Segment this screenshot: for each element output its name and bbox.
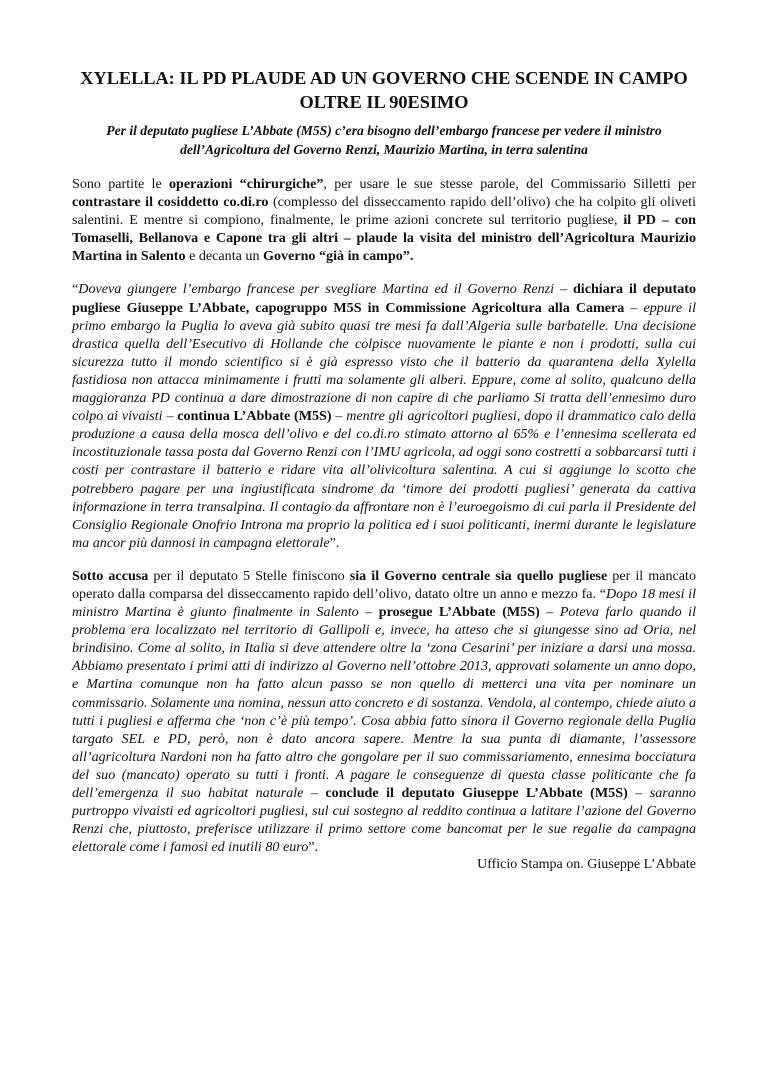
text-run: operazioni “chirurgiche”: [168, 176, 324, 192]
text-run: per il mancato operato dalla comparsa del disseccamento rapido dell’olivo, datato oltre un anno e mezzo fa. “: [72, 567, 697, 602]
text-run: Sono partite le: [72, 176, 169, 192]
text-run: dichiara il deputato pugliese Giuseppe L’Abbate, capogruppo M5S in Commissione Agricoltura alla Camera: [72, 281, 696, 316]
text-run: – mentre gli agricoltori pugliesi, dopo il drammatico calo della produzione a causa della mosca dell’olivo e del co.di.ro stimato attorno al 65% e l’ennesima scellerata ed incostituzionale tassa posta dal Governo Renzi con l’IMU agricola, ad oggi sono costretti a sobbarcarsi tutti i costi per contrastare il batterio e ridare vita all’olivicoltura salentina. A cui si aggiunge lo scotto che potrebbero pagare per una ingiustificata sindrome da ‘timore dei prodotti pugliesi’ generata da cattiva informazione in terra transalpina. Il contagio da affrontare non è l’euroegoismo di cui parla il Presidente del Consiglio Regionale Onofrio Introna ma proprio la politica ed i suoi politicanti, inermi durante le legislature ma ancor più dannosi in campagna elettorale: [72, 408, 696, 551]
text-run: (complesso del disseccamento rapido dell’olivo) che ha colpito gli oliveti salentini. E mentre si compiono, finalmente, le prime azioni concrete sul territorio pugliese,: [72, 194, 697, 229]
text-run: Doveva giungere l’embargo francese per svegliare Martina ed il Governo Renzi –: [78, 281, 573, 298]
text-run: sia il Governo centrale sia quello pugliese: [349, 567, 608, 584]
signature: Ufficio Stampa on. Giuseppe L’Abbate: [477, 857, 696, 873]
text-run: , per usare le sue stesse parole, del Commissario Silletti per: [323, 176, 697, 192]
text-run: – eppure il primo embargo la Puglia lo aveva già subito quasi tre mesi fa dall’Algeria sulle barbatelle. Una decisione drastica quella dell’Esecutivo di Hollande che colpisce nuovamente le piante e non i prodotti, sulla cui sicurezza tutto il mondo scientifico si è già espresso visto che il batterio da quarantena della Xylella fastidiosa non attacca minimamente i frutti ma solamente gli alberi. Eppure, come al solito, qualcuno della maggioranza PD continua a dare dimostrazione di non capire di che parliamo Si tratta dell’ennesimo duro colpo ai vivaisti –: [72, 299, 696, 425]
text-run: contrastare il cosiddetto co.di.ro: [72, 194, 269, 211]
text-run: – saranno purtroppo vivaisti ed agricoltori pugliesi, sul cui sostegno al reddito continua a latitare l’azione del Governo Renzi che, piuttosto, preferisce utilizzare il primo settore come bancomat per le sue regalie da campagna elettorale come i famosi ed inutili 80 euro: [72, 785, 696, 856]
text-run: “: [72, 281, 79, 298]
paragraph-1: [72, 175, 696, 265]
text-run: – Poteva farlo quando il problema era localizzato nel territorio di Gallipoli e, invece, ha atteso che si giungesse sino ad Oria, nel brindisino. Come al solito, in Italia si deve attendere oltre la ‘zona Cesarini’ per iniziare a darsi una mossa. Abbiamo presentato i primi atti di indirizzo al Governo nell’ottobre 2013, approvati solamente un anno dopo, e Martina comunque non ha fatto alcun passo se non quello di metterci una vita per nominare un commissario. Solamente una nomina, nessun atto concreto e di sostanza. Vendola, al contempo, chiede aiuto a tutti i pugliesi e afferma che ‘non c’è più tempo’. Cosa abbia fatto sinora il Governo regionale della Puglia targato SEL e PD, però, non è dato ancora sapere. Mentre la sua punta di diamante, l’assessore all’agricoltura Nardoni non ha fatto altro che gongolare per il suo commissariamento, ennesima bocciatura del suo (mancato) operato su tutti i fronti. A pagare le conseguenze di questa classe politicante che fa dell’emergenza il suo habitat naturale –: [72, 604, 696, 801]
text-run: continua L’Abbate (M5S): [177, 408, 332, 425]
paragraph-3: [72, 567, 696, 857]
text-run: Sotto accusa: [72, 567, 149, 584]
text-run: ”.: [308, 839, 319, 856]
text-run: prosegue L’Abbate (M5S): [378, 604, 540, 621]
press-release-page: [72, 66, 696, 889]
paragraph-2: [72, 280, 696, 551]
text-run: per il deputato 5 Stelle finiscono: [148, 567, 350, 584]
text-run: ”.: [329, 534, 340, 551]
subtitle: Per il deputato pugliese L’Abbate (M5S) c’era bisogno dell’embargo francese per vedere il ministro dell’Agricoltura del Governo Renzi, Maurizio Martina, in terra salentina: [106, 123, 662, 157]
text-run: e decanta un: [185, 248, 264, 265]
page-title: XYLELLA: IL PD PLAUDE AD UN GOVERNO CHE SCENDE IN CAMPO OLTRE IL 90ESIMO: [80, 68, 688, 112]
text-run: Governo “già in campo”.: [263, 248, 414, 265]
text-run: conclude il deputato Giuseppe L’Abbate (M5S): [325, 785, 628, 801]
text-run: Dopo 18 mesi il ministro Martina è giunto finalmente in Salento –: [72, 585, 696, 621]
text-run: il PD – con Tomaselli, Bellanova e Capone tra gli altri – plaude la visita del ministro dell’Agricoltura Maurizio Martina in Salento: [72, 212, 696, 265]
